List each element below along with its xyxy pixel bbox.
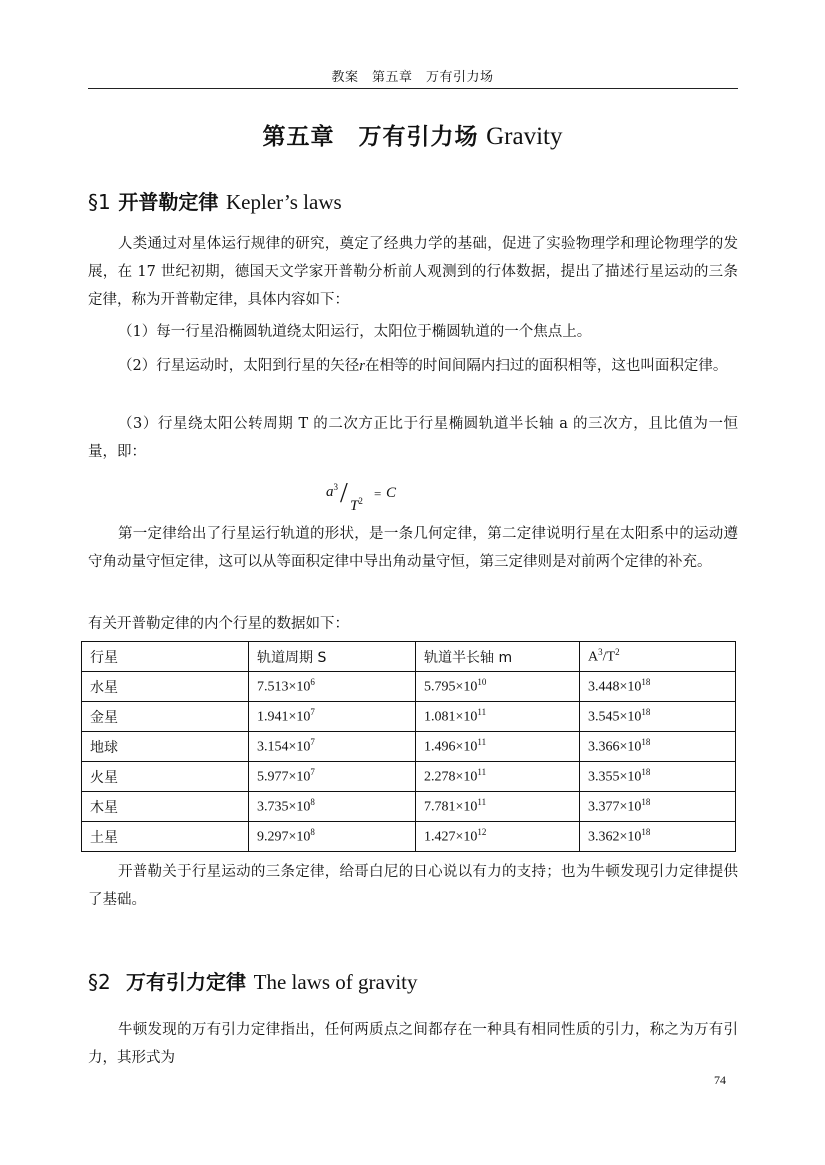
section1-conclusion: 开普勒关于行星运动的三条定律，给哥白尼的日心说以有力的支持；也为牛顿发现引力定律提供了基础。: [88, 864, 738, 908]
table-caption: 有关开普勒定律的内个行星的数据如下：: [88, 616, 349, 632]
period-mantissa: 5.977×10: [257, 769, 311, 785]
section1-number: §1: [88, 190, 111, 214]
cell-period: [249, 792, 416, 822]
ratio-mantissa: 3.377×10: [588, 799, 642, 815]
formula-a-exp: 3: [333, 482, 338, 492]
header-rule: [88, 88, 738, 89]
cell-period: [249, 822, 416, 852]
chapter-title-en: Gravity: [486, 123, 563, 150]
period-exponent: 7: [310, 737, 315, 748]
kepler-law-3: （3）行星绕太阳公转周期 T 的二次方正比于行星椭圆轨道半长轴 a 的三次方，且比值为一恒量，即：: [88, 416, 738, 460]
cell-planet: [82, 792, 249, 822]
axis-mantissa: 1.081×10: [424, 709, 478, 725]
section2-heading: [88, 966, 418, 995]
cell-semi-major-axis: [416, 792, 580, 822]
header-ratio-t: /T: [602, 649, 616, 665]
radius-vector-symbol: → r: [359, 358, 365, 374]
ratio-mantissa: 3.366×10: [588, 739, 642, 755]
planet-name: 金星: [90, 709, 118, 726]
kepler-law-1: （1）每一行星沿椭圆轨道绕太阳运行，太阳位于椭圆轨道的一个焦点上。: [118, 324, 592, 340]
ratio-mantissa: 3.355×10: [588, 769, 642, 785]
kepler-law-2-before: （2）行星运动时，太阳到行星的矢径: [118, 358, 360, 374]
axis-mantissa: 1.427×10: [424, 829, 478, 845]
section1-intro: 人类通过对星体运行规律的研究，奠定了经典力学的基础，促进了实验物理学和理论物理学的发展，在 17 世纪初期，德国天文学家开普勒分析前人观测到的行体数据，提出了描述行星运动的三条定律，称为开普勒定律，具体内容如下：: [88, 236, 738, 308]
axis-mantissa: 1.496×10: [424, 739, 478, 755]
ratio-exponent: 18: [641, 827, 651, 838]
cell-ratio: [580, 792, 736, 822]
cell-semi-major-axis: [416, 702, 580, 732]
header-ratio-t-exp: 2: [615, 647, 620, 658]
section2-title-en: The laws of gravity: [253, 970, 418, 994]
axis-exponent: 11: [477, 707, 487, 718]
cell-period: [249, 732, 416, 762]
cell-ratio: [580, 762, 736, 792]
chapter-title-cn: 第五章 万有引力场: [262, 124, 479, 150]
header-semi-major-axis: 轨道半长轴 m: [416, 642, 580, 672]
formula-t-exp: 2: [358, 496, 363, 506]
header-period: 轨道周期 S: [249, 642, 416, 672]
planet-data-table: [81, 641, 736, 852]
ratio-exponent: 18: [641, 707, 651, 718]
header-ratio: [580, 642, 736, 672]
formula-t: T: [350, 498, 359, 514]
header-planet: 行星: [82, 642, 249, 672]
kepler-law-2: [88, 352, 738, 380]
section1-title-en: Kepler’s laws: [226, 190, 342, 214]
page-number: 74: [714, 1073, 726, 1087]
ratio-exponent: 18: [641, 677, 651, 688]
table-row: [82, 702, 736, 732]
cell-period: [249, 702, 416, 732]
ratio-mantissa: 3.448×10: [588, 679, 642, 695]
period-mantissa: 3.154×10: [257, 739, 311, 755]
cell-planet: [82, 762, 249, 792]
formula-constant: C: [386, 485, 397, 501]
table-row: [82, 822, 736, 852]
axis-mantissa: 7.781×10: [424, 799, 478, 815]
period-exponent: 7: [310, 767, 315, 778]
cell-semi-major-axis: [416, 732, 580, 762]
axis-exponent: 11: [477, 797, 487, 808]
formula-denominator: [350, 496, 363, 515]
chapter-title: [0, 118, 825, 151]
period-mantissa: 7.513×10: [257, 679, 311, 695]
kepler-third-law-formula: [326, 478, 426, 518]
section2-title-cn: 万有引力定律: [126, 970, 246, 994]
section2-intro: 牛顿发现的万有引力定律指出，任何两质点之间都存在一种具有相同性质的引力，称之为万有引力，其形式为: [88, 1022, 738, 1066]
period-exponent: 7: [310, 707, 315, 718]
planet-name: 木星: [90, 799, 118, 816]
period-exponent: 8: [310, 827, 315, 838]
axis-mantissa: 5.795×10: [424, 679, 478, 695]
axis-exponent: 10: [477, 677, 487, 688]
formula-equals: =: [374, 486, 382, 501]
cell-ratio: [580, 732, 736, 762]
running-header: 教案 第五章 万有引力场: [331, 70, 494, 85]
header-ratio-a: A: [588, 649, 599, 665]
planet-name: 水星: [90, 679, 118, 696]
ratio-mantissa: 3.545×10: [588, 709, 642, 725]
table-row: [82, 792, 736, 822]
planet-name: 土星: [90, 829, 118, 846]
period-exponent: 6: [310, 677, 315, 688]
cell-semi-major-axis: [416, 822, 580, 852]
header-ratio-a-exp: 3: [598, 647, 603, 658]
cell-ratio: [580, 822, 736, 852]
axis-exponent: 12: [477, 827, 487, 838]
period-exponent: 8: [310, 797, 315, 808]
section2-number: §2: [88, 970, 111, 994]
axis-exponent: 11: [477, 737, 487, 748]
section1-discussion: 第一定律给出了行星运行轨道的形状，是一条几何定律，第二定律说明行星在太阳系中的运动遵守角动量守恒定律，这可以从等面积定律中导出角动量守恒，第三定律则是对前两个定律的补充。: [88, 526, 738, 570]
period-mantissa: 3.735×10: [257, 799, 311, 815]
axis-mantissa: 2.278×10: [424, 769, 478, 785]
cell-period: [249, 762, 416, 792]
cell-semi-major-axis: [416, 672, 580, 702]
table-row: [82, 762, 736, 792]
ratio-exponent: 18: [641, 797, 651, 808]
cell-planet: [82, 732, 249, 762]
kepler-law-2-after: 在相等的时间间隔内扫过的面积相等，这也叫面积定律。: [364, 358, 728, 374]
table-row: [82, 672, 736, 702]
formula-fraction-slash: /: [340, 478, 348, 509]
ratio-mantissa: 3.362×10: [588, 829, 642, 845]
period-mantissa: 1.941×10: [257, 709, 311, 725]
cell-planet: [82, 672, 249, 702]
axis-exponent: 11: [477, 767, 487, 778]
period-mantissa: 9.297×10: [257, 829, 311, 845]
planet-name: 地球: [90, 739, 118, 756]
formula-numerator: [326, 482, 338, 501]
table-header-row: [82, 642, 736, 672]
cell-planet: [82, 822, 249, 852]
cell-planet: [82, 702, 249, 732]
table-body: [82, 672, 736, 852]
table-row: [82, 732, 736, 762]
section1-heading: [88, 186, 342, 215]
ratio-exponent: 18: [641, 767, 651, 778]
planet-name: 火星: [90, 769, 118, 786]
cell-semi-major-axis: [416, 762, 580, 792]
cell-ratio: [580, 702, 736, 732]
cell-period: [249, 672, 416, 702]
ratio-exponent: 18: [641, 737, 651, 748]
section1-title-cn: 开普勒定律: [118, 190, 219, 214]
formula-a: a: [326, 484, 334, 500]
cell-ratio: [580, 672, 736, 702]
